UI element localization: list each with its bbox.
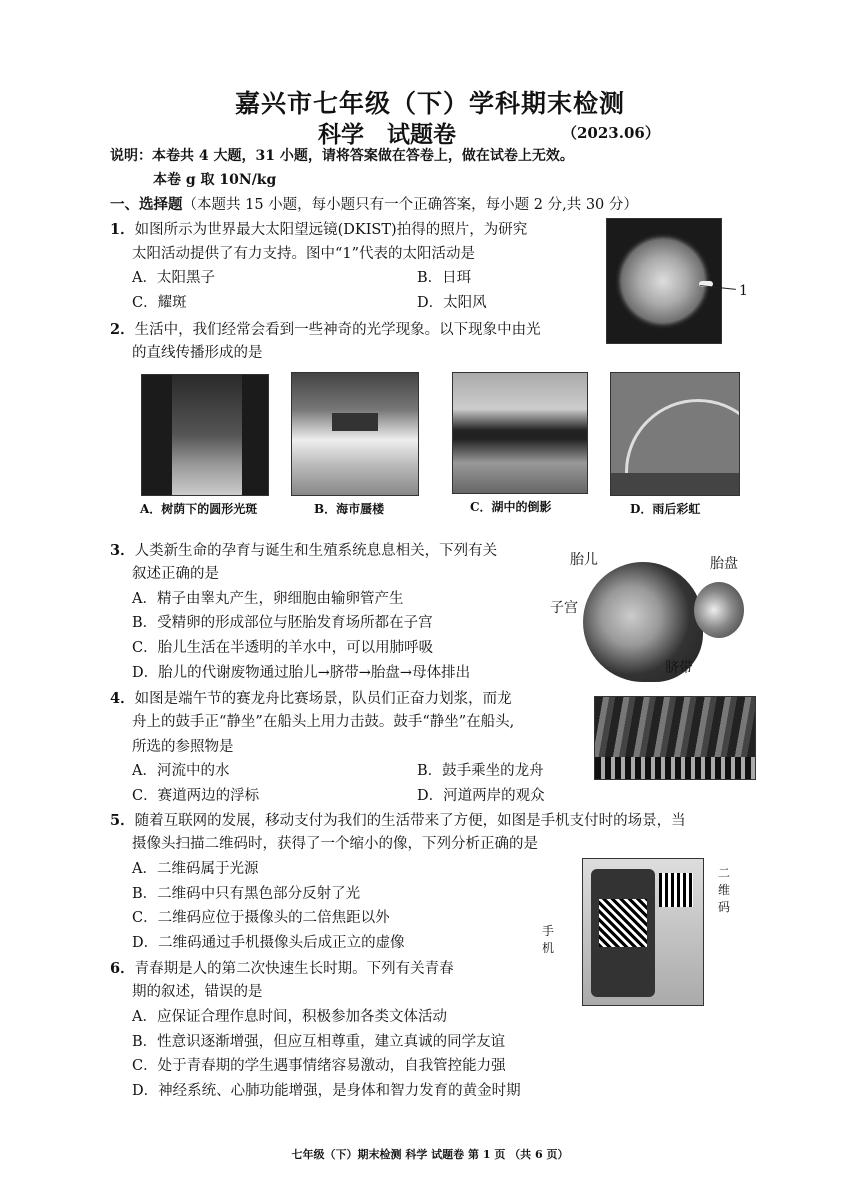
q3-option-b: B．受精卵的形成部位与胚胎发育场所都在子宫 [132,615,433,631]
q4-stem-line2: 舟上的鼓手正“静坐”在船头上用力击鼓。鼓手“静坐”在船头, [132,714,515,730]
instructions-line1: 说明：本卷共 4 大题，31 小题，请将答案做在答卷上，做在试卷上无效。 [110,148,574,164]
q6-option-a: A．应保证合理作息时间，积极参加各类文体活动 [132,1009,447,1025]
q3-stem-line2: 叙述正确的是 [132,566,219,582]
q1-option-b: B．日珥 [417,270,472,286]
q5-option-c: C．二维码应位于摄像头的二倍焦距以外 [132,910,390,926]
q3-label-fetus: 胎儿 [570,552,598,568]
section-note: （本题共 15 小题，每小题只有一个正确答案，每小题 2 分,共 30 分） [182,197,638,213]
q4-option-d: D．河道两岸的观众 [417,788,545,804]
q3-option-a: A．精子由睾丸产生，卵细胞由输卵管产生 [132,591,404,607]
q5-label-phone: 手 机 [542,924,555,955]
q3-placenta-diagram [694,582,744,638]
exam-subtitle: 科学 试题卷 [318,121,456,148]
q2-photo-c [452,372,588,494]
q6-option-b: B．性意识逐渐增强，但应互相尊重，建立真诚的同学友谊 [132,1034,506,1050]
q1-stem-line1: 1．如图所示为世界最大太阳望远镜(DKIST)拍得的照片，为研究 [110,221,528,238]
q3-stem-line1: 3．人类新生命的孕育与诞生和生殖系统息息相关，下列有关 [110,542,498,559]
q3-label-uterus: 子宫 [550,600,578,616]
q5-phone-payment-photo [582,858,704,1006]
q1-stem-line2: 太阳活动提供了有力支持。图中“1”代表的太阳活动是 [132,246,476,262]
q1-option-a: A．太阳黑子 [132,270,215,286]
q4-stem-line1: 4．如图是端午节的赛龙舟比赛场景，队员们正奋力划浆，而龙 [110,690,512,707]
q1-option-d: D．太阳风 [417,295,487,311]
q2-stem-line1: 2．生活中，我们经常会看到一些神奇的光学现象。以下现象中由光 [110,321,541,338]
instructions-line2: 本卷 g 取 10N/kg [153,172,277,188]
q5-stem-line2: 摄像头扫描二维码时，获得了一个缩小的像，下列分析正确的是 [132,836,538,852]
q5-stem-line1: 5．随着互联网的发展，移动支付为我们的生活带来了方便，如图是手机支付时的场景，当 [110,812,686,829]
q2-caption-d: D．雨后彩虹 [630,502,701,516]
q3-option-d: D．胎儿的代谢废物通过胎儿→脐带→胎盘→母体排出 [132,665,471,681]
q3-option-c: C．胎儿生活在半透明的羊水中，可以用肺呼吸 [132,640,434,656]
q6-stem-line2: 期的叙述，错误的是 [132,984,263,1000]
q4-stem-line3: 所选的参照物是 [132,739,234,755]
q4-option-c: C．赛道两边的浮标 [132,788,260,804]
q2-caption-c: C．湖中的倒影 [470,500,552,514]
q2-stem-line2: 的直线传播形成的是 [132,345,263,361]
q5-label-qr-code: 二 维 码 [718,866,731,914]
exam-date: （2023.06） [562,124,660,142]
q2-photo-b [291,372,419,496]
q5-option-a: A．二维码属于光源 [132,861,259,877]
q6-option-c: C．处于青春期的学生遇事情绪容易激动，自我管控能力强 [132,1058,506,1074]
q5-option-b: B．二维码中只有黑色部分反射了光 [132,886,361,902]
q2-caption-a: A．树荫下的圆形光斑 [140,502,258,516]
q3-label-umbilical-cord: 脐带 [665,660,693,676]
q2-photo-a [141,374,269,496]
q5-option-d: D．二维码通过手机摄像头后成正立的虚像 [132,935,405,951]
q2-photo-d [610,372,740,496]
section-heading [110,192,638,218]
q4-dragon-boat-photo [594,696,756,780]
q3-label-placenta: 胎盘 [710,556,738,572]
q4-option-a: A．河流中的水 [132,763,230,779]
q1-figure-label: 1 [739,283,748,299]
q2-caption-b: B．海市蜃楼 [314,502,385,516]
exam-title: 嘉兴市七年级（下）学科期末检测 [234,89,625,118]
q4-option-b: B．鼓手乘坐的龙舟 [417,763,544,779]
q1-option-c: C．耀斑 [132,295,187,311]
q6-stem-line1: 6．青春期是人的第二次快速生长时期。下列有关青春 [110,960,454,977]
section-title: 一、选择题 [110,196,183,213]
q6-option-d: D．神经系统、心肺功能增强，是身体和智力发育的黄金时期 [132,1083,521,1099]
page-footer: 七年级（下）期末检测 科学 试题卷 第 1 页 （共 6 页） [291,1148,569,1161]
q1-sun-photo [606,218,722,344]
